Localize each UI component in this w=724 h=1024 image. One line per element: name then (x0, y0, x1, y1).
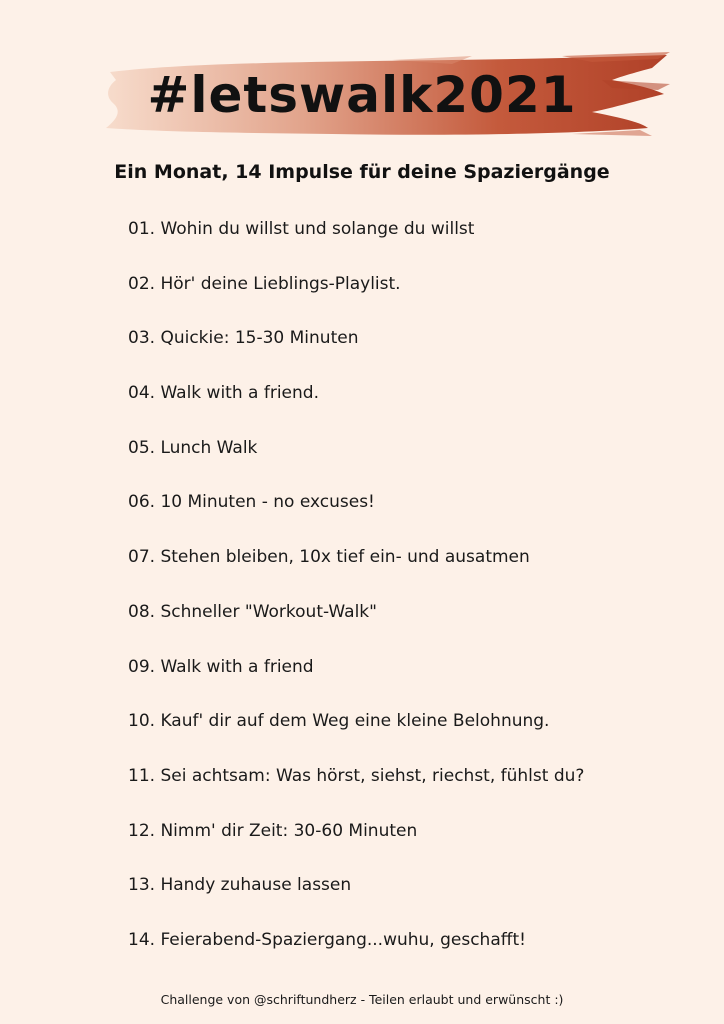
list-item: 07. Stehen bleiben, 10x tief ein- und ausatmen (128, 547, 530, 568)
list-item: 12. Nimm' dir Zeit: 30-60 Minuten (128, 820, 418, 841)
list-item: 14. Feierabend-Spaziergang...wuhu, geschafft! (128, 929, 526, 950)
list-item: 05. Lunch Walk (128, 437, 258, 458)
footer-credit: Challenge von @schriftundherz - Teilen erlaubt und erwünscht :) (160, 992, 564, 1007)
list-item: 09. Walk with a friend (128, 656, 314, 677)
list-item: 03. Quickie: 15-30 Minuten (128, 328, 359, 349)
list-item: 10. Kauf' dir auf dem Weg eine kleine Belohnung. (128, 711, 550, 732)
impulse-list (128, 214, 584, 980)
list-item: 06. 10 Minuten - no excuses! (128, 492, 375, 513)
list-item: 13. Handy zuhause lassen (128, 875, 352, 896)
list-item: 11. Sei achtsam: Was hörst, siehst, riechst, fühlst du? (128, 765, 585, 786)
list-item: 08. Schneller "Workout-Walk" (128, 601, 377, 622)
page-title: #letswalk2021 (147, 66, 577, 124)
list-item: 04. Walk with a friend. (128, 383, 319, 404)
page-subtitle: Ein Monat, 14 Impulse für deine Spaziergänge (114, 161, 610, 183)
list-item: 02. Hör' deine Lieblings-Playlist. (128, 273, 401, 294)
list-item: 01. Wohin du willst und solange du willst (128, 219, 475, 239)
